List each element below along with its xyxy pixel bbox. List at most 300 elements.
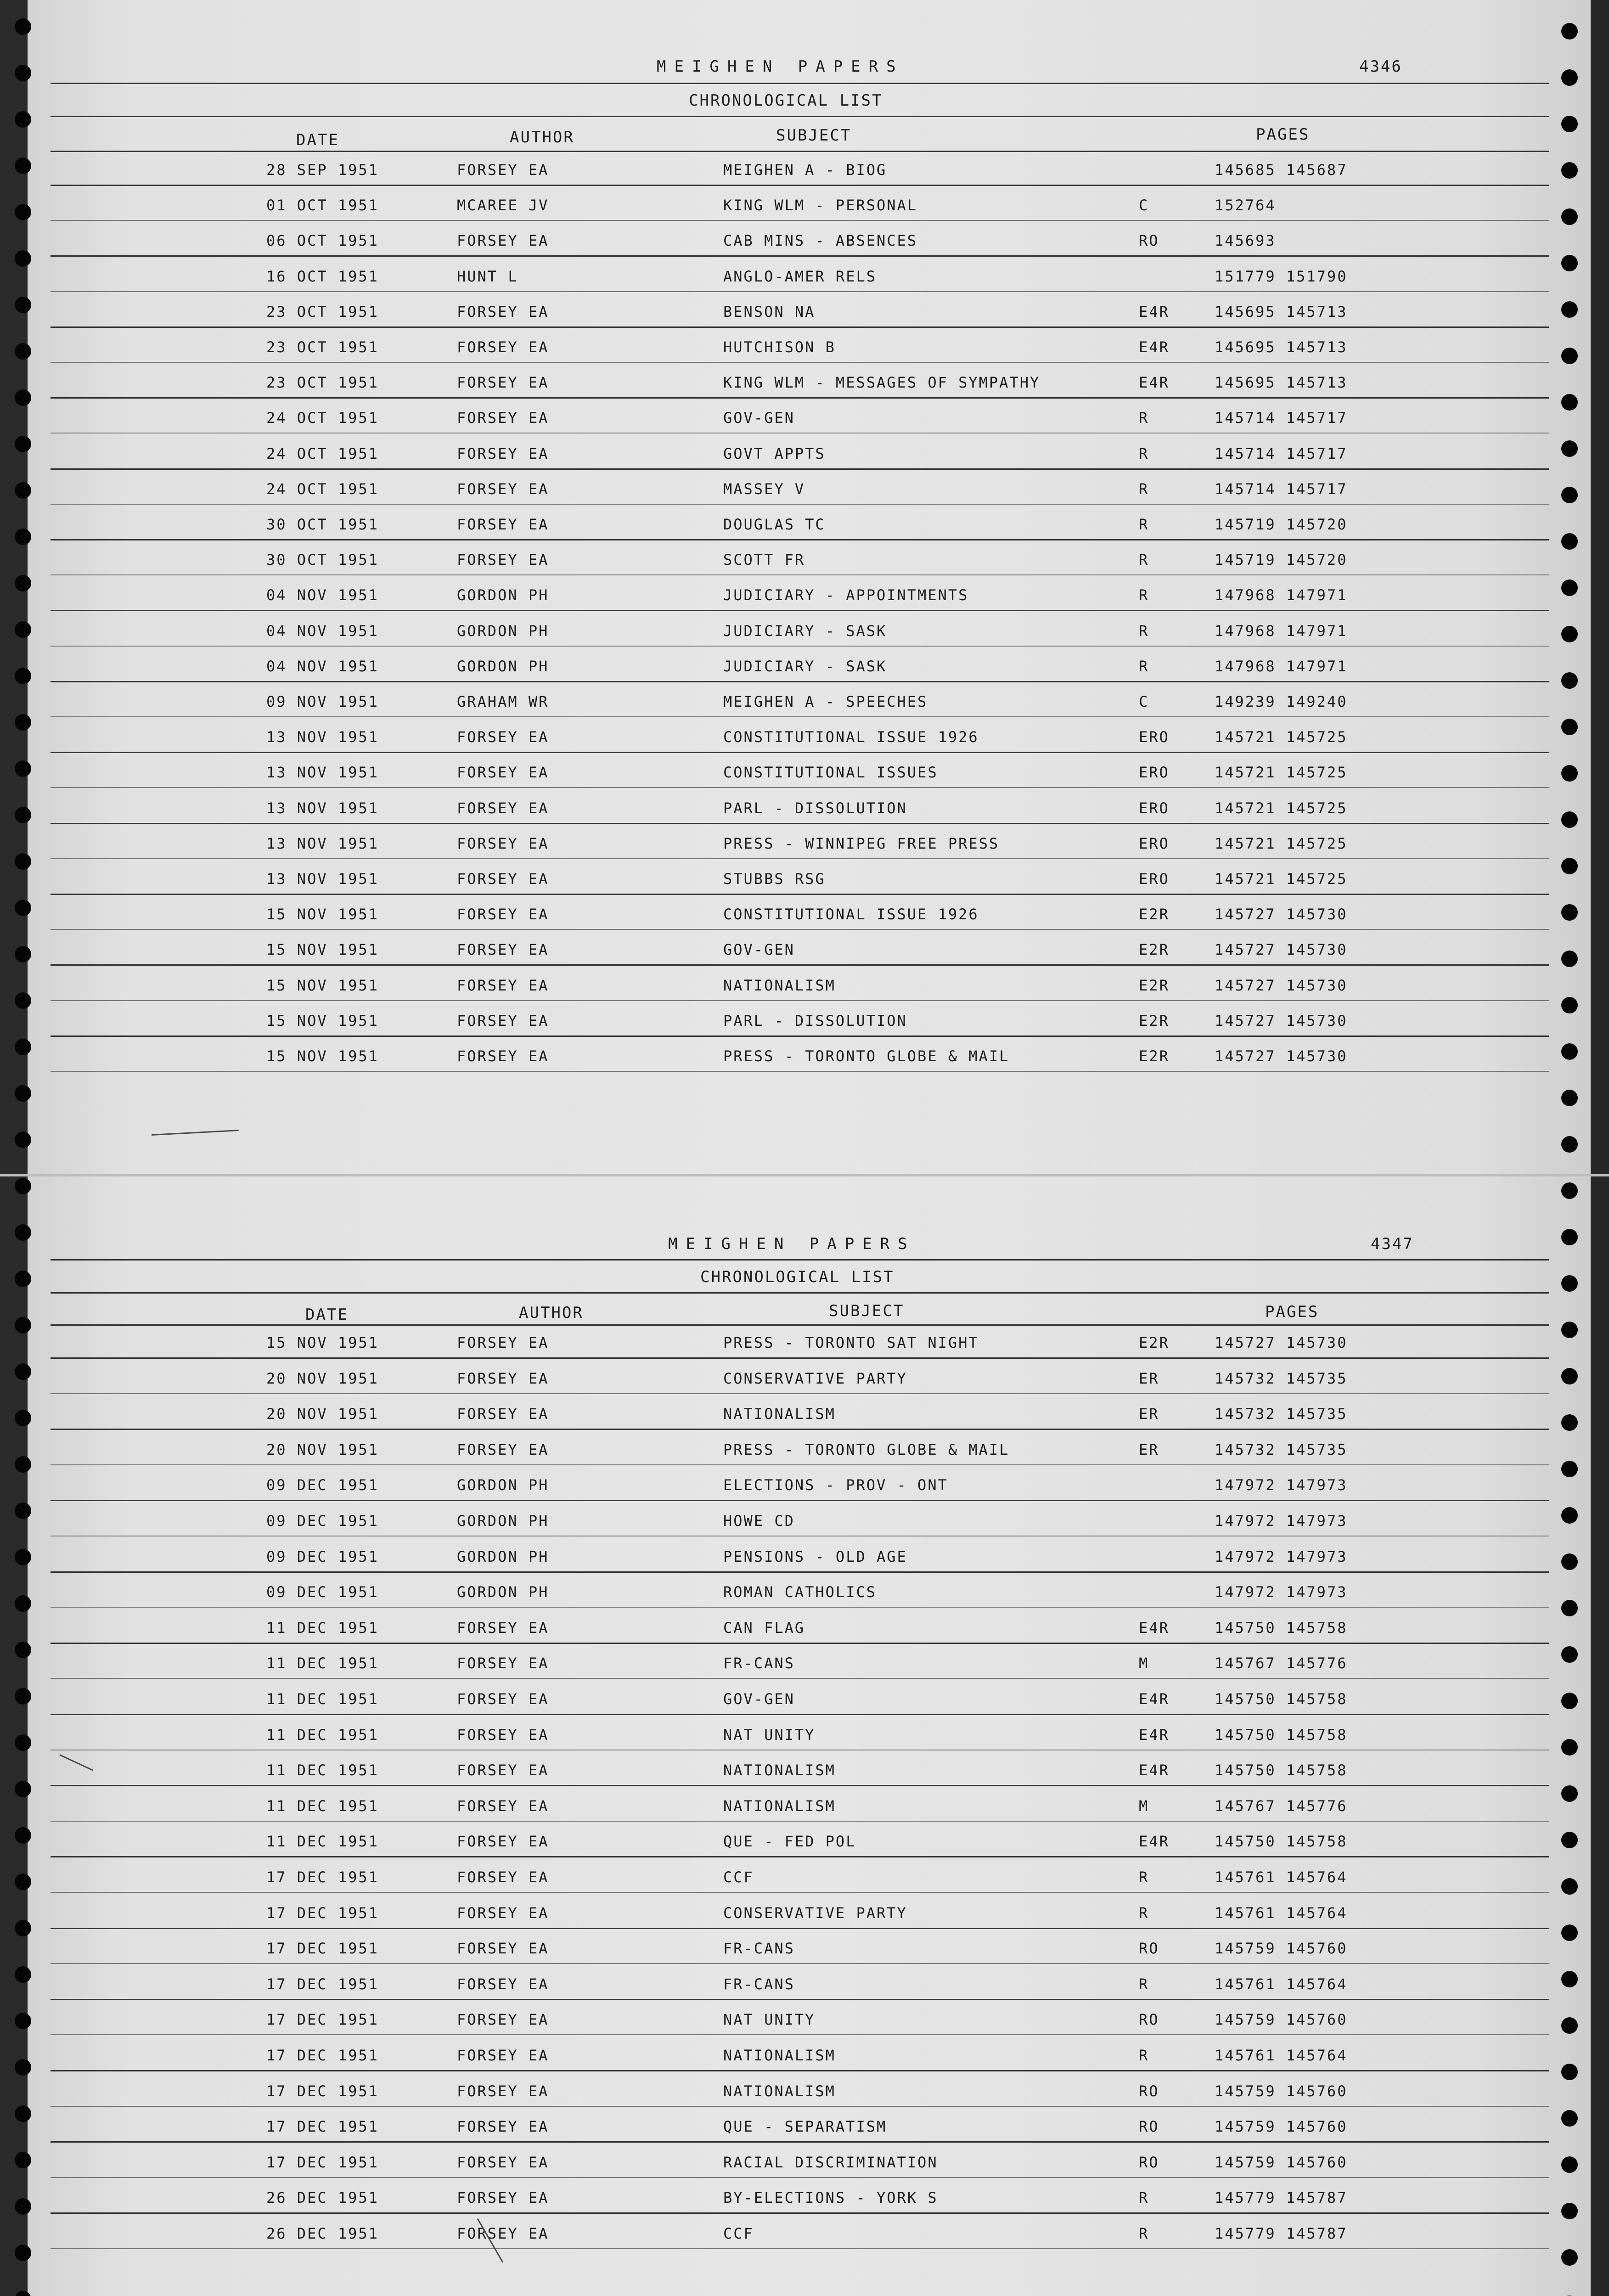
entry-author: FORSEY EA bbox=[457, 1975, 549, 1993]
entry-pages: 145727 145730 bbox=[1215, 941, 1348, 959]
row-rule bbox=[51, 964, 1549, 966]
entry-code: E4R bbox=[1139, 1690, 1170, 1708]
entry-date: 13 NOV 1951 bbox=[266, 834, 379, 852]
entry-author: FORSEY EA bbox=[457, 303, 549, 321]
entry-code: M bbox=[1139, 1654, 1149, 1672]
entry-date: 26 DEC 1951 bbox=[266, 2225, 379, 2242]
column-header-date: DATE bbox=[305, 1306, 349, 1324]
header-rule bbox=[51, 151, 1549, 152]
entry-date: 11 DEC 1951 bbox=[266, 1833, 379, 1851]
row-rule bbox=[51, 894, 1549, 895]
entry-pages: 145727 145730 bbox=[1215, 906, 1348, 923]
entry-subject: ELECTIONS - PROV - ONT bbox=[723, 1476, 948, 1494]
entry-subject: JUDICIARY - SASK bbox=[723, 657, 887, 675]
entry-pages: 147968 147971 bbox=[1215, 657, 1348, 675]
column-header-date: DATE bbox=[296, 131, 339, 149]
entry-pages: 147972 147973 bbox=[1215, 1476, 1348, 1494]
entry-date: 04 NOV 1951 bbox=[266, 657, 379, 675]
entry-date: 17 DEC 1951 bbox=[266, 1975, 379, 1993]
row-rule bbox=[51, 1892, 1549, 1893]
entry-subject: DOUGLAS TC bbox=[723, 516, 826, 533]
entry-pages: 145750 145758 bbox=[1215, 1833, 1348, 1851]
row-rule bbox=[51, 2248, 1549, 2249]
column-header-pages: PAGES bbox=[1256, 125, 1310, 144]
entry-author: FORSEY EA bbox=[457, 764, 549, 782]
list-item bbox=[0, 689, 1609, 724]
entry-pages: 145732 145735 bbox=[1215, 1441, 1348, 1458]
entry-author: GORDON PH bbox=[457, 1583, 549, 1601]
entry-code: RO bbox=[1139, 2153, 1159, 2171]
entry-code: E4R bbox=[1139, 374, 1170, 392]
entry-subject: GOV-GEN bbox=[723, 409, 795, 427]
entry-pages: 145727 145730 bbox=[1215, 1334, 1348, 1351]
entry-date: 15 NOV 1951 bbox=[266, 941, 379, 959]
entry-date: 24 OCT 1951 bbox=[266, 409, 379, 427]
entry-date: 11 DEC 1951 bbox=[266, 1619, 379, 1637]
entry-subject: KING WLM - PERSONAL bbox=[723, 197, 918, 214]
row-rule bbox=[51, 1464, 1549, 1465]
page-title: MEIGHEN PAPERS bbox=[668, 1235, 916, 1253]
entry-code: R bbox=[1139, 657, 1149, 675]
entry-author: FORSEY EA bbox=[457, 1405, 549, 1423]
entry-code: ERO bbox=[1139, 870, 1170, 888]
row-rule bbox=[51, 1928, 1549, 1929]
row-rule bbox=[51, 752, 1549, 753]
entry-author: FORSEY EA bbox=[457, 834, 549, 852]
entry-author: MCAREE JV bbox=[457, 197, 549, 214]
entry-subject: FR-CANS bbox=[723, 1654, 795, 1672]
entry-code: RO bbox=[1139, 1940, 1159, 1958]
row-rule bbox=[51, 2141, 1549, 2143]
entry-date: 17 DEC 1951 bbox=[266, 2118, 379, 2136]
entry-pages: 152764 bbox=[1215, 197, 1276, 214]
entry-pages: 145759 145760 bbox=[1215, 2082, 1348, 2100]
entry-pages: 145721 145725 bbox=[1215, 764, 1348, 782]
entry-pages: 145761 145764 bbox=[1215, 1975, 1348, 1993]
row-rule bbox=[51, 185, 1549, 186]
entry-pages: 145714 145717 bbox=[1215, 480, 1348, 498]
list-subtitle: CHRONOLOGICAL LIST bbox=[700, 1268, 895, 1286]
entry-date: 24 OCT 1951 bbox=[266, 445, 379, 462]
entry-author: FORSEY EA bbox=[457, 338, 549, 356]
row-rule bbox=[51, 1856, 1549, 1857]
entry-date: 15 NOV 1951 bbox=[266, 906, 379, 923]
entry-pages: 145750 145758 bbox=[1215, 1619, 1348, 1637]
entry-subject: MEIGHEN A - SPEECHES bbox=[723, 693, 928, 710]
entry-pages: 145685 145687 bbox=[1215, 161, 1348, 179]
entry-subject: RACIAL DISCRIMINATION bbox=[723, 2153, 938, 2171]
entry-author: FORSEY EA bbox=[457, 161, 549, 179]
entry-date: 13 NOV 1951 bbox=[266, 799, 379, 817]
entry-pages: 147972 147973 bbox=[1215, 1512, 1348, 1530]
entry-author: GORDON PH bbox=[457, 622, 549, 640]
entry-author: FORSEY EA bbox=[457, 1369, 549, 1387]
entry-date: 16 OCT 1951 bbox=[266, 267, 379, 285]
entry-code: R bbox=[1139, 1975, 1149, 1993]
entry-pages: 145761 145764 bbox=[1215, 2047, 1348, 2064]
entry-subject: FR-CANS bbox=[723, 1975, 795, 1993]
entry-code: ERO bbox=[1139, 764, 1170, 782]
entry-code: E4R bbox=[1139, 303, 1170, 321]
row-rule bbox=[51, 929, 1549, 930]
entry-pages: 145727 145730 bbox=[1215, 1047, 1348, 1065]
entry-author: FORSEY EA bbox=[457, 1334, 549, 1351]
list-item bbox=[0, 512, 1609, 547]
column-header-author: AUTHOR bbox=[510, 128, 574, 146]
entry-author: FORSEY EA bbox=[457, 906, 549, 923]
entry-date: 17 DEC 1951 bbox=[266, 1940, 379, 1958]
list-item bbox=[0, 1401, 1609, 1436]
row-rule bbox=[51, 1357, 1549, 1359]
entry-subject: CONSTITUTIONAL ISSUES bbox=[723, 764, 938, 782]
entry-pages: 145759 145760 bbox=[1215, 2118, 1348, 2136]
row-rule bbox=[51, 823, 1549, 824]
entry-pages: 147968 147971 bbox=[1215, 622, 1348, 640]
list-item bbox=[0, 618, 1609, 653]
entry-subject: PRESS - WINNIPEG FREE PRESS bbox=[723, 834, 1000, 852]
entry-code: E2R bbox=[1139, 1334, 1170, 1351]
entry-subject: PRESS - TORONTO SAT NIGHT bbox=[723, 1334, 979, 1351]
entry-author: FORSEY EA bbox=[457, 2225, 549, 2242]
entry-pages: 145695 145713 bbox=[1215, 338, 1348, 356]
entry-subject: CAB MINS - ABSENCES bbox=[723, 232, 918, 250]
entry-pages: 147972 147973 bbox=[1215, 1583, 1348, 1601]
row-rule bbox=[51, 2177, 1549, 2178]
list-item bbox=[0, 441, 1609, 476]
list-item bbox=[0, 157, 1609, 192]
entry-subject: QUE - SEPARATISM bbox=[723, 2118, 887, 2136]
entry-author: FORSEY EA bbox=[457, 1690, 549, 1708]
row-rule bbox=[51, 1643, 1549, 1644]
entry-date: 30 OCT 1951 bbox=[266, 516, 379, 533]
list-item bbox=[0, 2150, 1609, 2185]
entry-subject: NATIONALISM bbox=[723, 2047, 836, 2064]
row-rule bbox=[51, 1500, 1549, 1501]
page-number: 4346 bbox=[1359, 57, 1402, 76]
row-rule bbox=[51, 1821, 1549, 1822]
entry-author: FORSEY EA bbox=[457, 799, 549, 817]
entry-subject: BY-ELECTIONS - YORK S bbox=[723, 2189, 938, 2207]
entry-code: R bbox=[1139, 2047, 1149, 2064]
entry-date: 20 NOV 1951 bbox=[266, 1369, 379, 1387]
entry-subject: CCF bbox=[723, 2225, 754, 2242]
entry-subject: QUE - FED POL bbox=[723, 1833, 856, 1851]
list-item bbox=[0, 2078, 1609, 2114]
entry-pages: 145714 145717 bbox=[1215, 409, 1348, 427]
list-item bbox=[0, 653, 1609, 689]
entry-code: R bbox=[1139, 445, 1149, 462]
entry-author: FORSEY EA bbox=[457, 1726, 549, 1744]
list-item bbox=[0, 1900, 1609, 1936]
entry-pages: 145761 145764 bbox=[1215, 1868, 1348, 1886]
entry-pages: 145721 145725 bbox=[1215, 728, 1348, 746]
entry-author: FORSEY EA bbox=[457, 1047, 549, 1065]
entry-pages: 145759 145760 bbox=[1215, 1940, 1348, 1958]
list-item bbox=[0, 2114, 1609, 2149]
header-rule bbox=[51, 1259, 1549, 1261]
entry-pages: 149239 149240 bbox=[1215, 693, 1348, 710]
entry-subject: NATIONALISM bbox=[723, 1405, 836, 1423]
entry-code: R bbox=[1139, 1904, 1149, 1922]
entry-pages: 145750 145758 bbox=[1215, 1761, 1348, 1779]
entry-subject: NAT UNITY bbox=[723, 2011, 816, 2029]
column-header-subject: SUBJECT bbox=[829, 1302, 905, 1320]
entry-code: RO bbox=[1139, 232, 1159, 250]
row-rule bbox=[51, 2106, 1549, 2107]
entry-code: R bbox=[1139, 586, 1149, 604]
entry-author: FORSEY EA bbox=[457, 1868, 549, 1886]
entry-code: E2R bbox=[1139, 906, 1170, 923]
entry-code: R bbox=[1139, 409, 1149, 427]
entry-pages: 145779 145787 bbox=[1215, 2225, 1348, 2242]
header-rule bbox=[51, 116, 1549, 117]
header-rule bbox=[51, 1292, 1549, 1294]
entry-code: E4R bbox=[1139, 1761, 1170, 1779]
entry-date: 11 DEC 1951 bbox=[266, 1690, 379, 1708]
list-item bbox=[0, 1472, 1609, 1508]
entry-author: FORSEY EA bbox=[457, 1797, 549, 1815]
entry-pages: 145695 145713 bbox=[1215, 303, 1348, 321]
list-item bbox=[0, 1579, 1609, 1615]
list-item bbox=[0, 547, 1609, 582]
entry-subject: NATIONALISM bbox=[723, 1797, 836, 1815]
entry-code: R bbox=[1139, 2225, 1149, 2242]
entry-subject: PARL - DISSOLUTION bbox=[723, 799, 907, 817]
row-rule bbox=[51, 468, 1549, 470]
entry-date: 17 DEC 1951 bbox=[266, 2082, 379, 2100]
entry-author: GORDON PH bbox=[457, 1548, 549, 1565]
entry-subject: STUBBS RSG bbox=[723, 870, 826, 888]
entry-date: 04 NOV 1951 bbox=[266, 622, 379, 640]
row-rule bbox=[51, 1429, 1549, 1430]
entry-code: R bbox=[1139, 551, 1149, 569]
entry-author: FORSEY EA bbox=[457, 1012, 549, 1030]
page-title: MEIGHEN PAPERS bbox=[657, 57, 904, 76]
entry-date: 15 NOV 1951 bbox=[266, 1047, 379, 1065]
entry-code: E2R bbox=[1139, 1012, 1170, 1030]
row-rule bbox=[51, 1999, 1549, 2000]
entry-date: 17 DEC 1951 bbox=[266, 2047, 379, 2064]
header-rule bbox=[51, 83, 1549, 84]
list-item bbox=[0, 405, 1609, 440]
entry-code: R bbox=[1139, 516, 1149, 533]
list-item bbox=[0, 901, 1609, 937]
entry-date: 17 DEC 1951 bbox=[266, 2011, 379, 2029]
list-item bbox=[0, 1615, 1609, 1650]
entry-author: FORSEY EA bbox=[457, 1654, 549, 1672]
entry-author: FORSEY EA bbox=[457, 2082, 549, 2100]
list-item bbox=[0, 1437, 1609, 1472]
entry-subject: PENSIONS - OLD AGE bbox=[723, 1548, 907, 1565]
entry-date: 13 NOV 1951 bbox=[266, 764, 379, 782]
entry-code: C bbox=[1139, 197, 1149, 214]
entry-pages: 145727 145730 bbox=[1215, 976, 1348, 994]
row-rule bbox=[51, 574, 1549, 575]
entry-date: 11 DEC 1951 bbox=[266, 1726, 379, 1744]
entry-subject: CONSTITUTIONAL ISSUE 1926 bbox=[723, 728, 979, 746]
list-item bbox=[0, 1864, 1609, 1900]
entry-date: 01 OCT 1951 bbox=[266, 197, 379, 214]
entry-code: R bbox=[1139, 480, 1149, 498]
entry-author: FORSEY EA bbox=[457, 374, 549, 392]
list-item bbox=[0, 866, 1609, 901]
entry-date: 17 DEC 1951 bbox=[266, 1868, 379, 1886]
entry-author: GORDON PH bbox=[457, 1512, 549, 1530]
column-header-pages: PAGES bbox=[1265, 1303, 1319, 1321]
row-rule bbox=[51, 1963, 1549, 1964]
entry-author: FORSEY EA bbox=[457, 1441, 549, 1458]
row-rule bbox=[51, 610, 1549, 611]
list-item bbox=[0, 1650, 1609, 1686]
entry-code: RO bbox=[1139, 2118, 1159, 2136]
entry-pages: 145767 145776 bbox=[1215, 1797, 1348, 1815]
list-item bbox=[0, 1757, 1609, 1793]
entry-subject: NATIONALISM bbox=[723, 976, 836, 994]
entry-author: GORDON PH bbox=[457, 586, 549, 604]
entry-author: FORSEY EA bbox=[457, 480, 549, 498]
entry-pages: 145732 145735 bbox=[1215, 1369, 1348, 1387]
header-rule bbox=[51, 1324, 1549, 1326]
entry-date: 15 NOV 1951 bbox=[266, 976, 379, 994]
entry-subject: JUDICIARY - APPOINTMENTS bbox=[723, 586, 969, 604]
entry-pages: 151779 151790 bbox=[1215, 267, 1348, 285]
entry-date: 09 DEC 1951 bbox=[266, 1583, 379, 1601]
entry-author: GORDON PH bbox=[457, 1476, 549, 1494]
list-item bbox=[0, 299, 1609, 334]
entry-pages: 145721 145725 bbox=[1215, 799, 1348, 817]
entry-date: 15 NOV 1951 bbox=[266, 1334, 379, 1351]
row-rule bbox=[51, 716, 1549, 717]
row-rule bbox=[51, 646, 1549, 647]
entry-date: 17 DEC 1951 bbox=[266, 2153, 379, 2171]
row-rule bbox=[51, 2034, 1549, 2035]
entry-subject: KING WLM - MESSAGES OF SYMPATHY bbox=[723, 374, 1041, 392]
row-rule bbox=[51, 255, 1549, 257]
entry-date: 11 DEC 1951 bbox=[266, 1654, 379, 1672]
list-item bbox=[0, 973, 1609, 1008]
entry-subject: SCOTT FR bbox=[723, 551, 805, 569]
entry-pages: 145732 145735 bbox=[1215, 1405, 1348, 1423]
entry-author: FORSEY EA bbox=[457, 870, 549, 888]
entry-code: ERO bbox=[1139, 834, 1170, 852]
entry-author: FORSEY EA bbox=[457, 1904, 549, 1922]
entry-date: 17 DEC 1951 bbox=[266, 1904, 379, 1922]
entry-code: M bbox=[1139, 1797, 1149, 1815]
entry-pages: 147972 147973 bbox=[1215, 1548, 1348, 1565]
entry-subject: NATIONALISM bbox=[723, 1761, 836, 1779]
row-rule bbox=[51, 681, 1549, 682]
list-item bbox=[0, 1544, 1609, 1579]
entry-subject: PARL - DISSOLUTION bbox=[723, 1012, 907, 1030]
entry-author: FORSEY EA bbox=[457, 232, 549, 250]
entry-code: ER bbox=[1139, 1369, 1159, 1387]
entry-date: 09 DEC 1951 bbox=[266, 1476, 379, 1494]
entry-subject: FR-CANS bbox=[723, 1940, 795, 1958]
entry-subject: HUTCHISON B bbox=[723, 338, 836, 356]
entry-code: E2R bbox=[1139, 976, 1170, 994]
entry-author: FORSEY EA bbox=[457, 516, 549, 533]
entry-author: FORSEY EA bbox=[457, 728, 549, 746]
row-rule bbox=[51, 1571, 1549, 1573]
column-header-subject: SUBJECT bbox=[776, 126, 852, 145]
list-item bbox=[0, 192, 1609, 228]
entry-pages: 145727 145730 bbox=[1215, 1012, 1348, 1030]
entry-pages: 145750 145758 bbox=[1215, 1726, 1348, 1744]
row-rule bbox=[51, 1000, 1549, 1001]
entry-code: E4R bbox=[1139, 338, 1170, 356]
row-rule bbox=[51, 2212, 1549, 2214]
entry-author: FORSEY EA bbox=[457, 1940, 549, 1958]
entry-date: 30 OCT 1951 bbox=[266, 551, 379, 569]
row-rule bbox=[51, 1607, 1549, 1608]
list-item bbox=[0, 724, 1609, 760]
entry-code: ERO bbox=[1139, 728, 1170, 746]
list-item bbox=[0, 2221, 1609, 2256]
entry-subject: ANGLO-AMER RELS bbox=[723, 267, 877, 285]
entry-date: 26 DEC 1951 bbox=[266, 2189, 379, 2207]
row-rule bbox=[51, 858, 1549, 859]
list-item bbox=[0, 334, 1609, 370]
entry-subject: CONSTITUTIONAL ISSUE 1926 bbox=[723, 906, 979, 923]
entry-code: ER bbox=[1139, 1441, 1159, 1458]
entry-date: 04 NOV 1951 bbox=[266, 586, 379, 604]
entry-pages: 145779 145787 bbox=[1215, 2189, 1348, 2207]
list-item bbox=[0, 2185, 1609, 2220]
list-item bbox=[0, 1043, 1609, 1079]
entry-subject: GOV-GEN bbox=[723, 1690, 795, 1708]
entry-pages: 145695 145713 bbox=[1215, 374, 1348, 392]
entry-author: FORSEY EA bbox=[457, 2153, 549, 2171]
page-number: 4347 bbox=[1371, 1235, 1414, 1253]
entry-date: 20 NOV 1951 bbox=[266, 1441, 379, 1458]
list-item bbox=[0, 370, 1609, 405]
row-rule bbox=[51, 362, 1549, 363]
row-rule bbox=[51, 2070, 1549, 2071]
entry-date: 11 DEC 1951 bbox=[266, 1761, 379, 1779]
entry-subject: CONSERVATIVE PARTY bbox=[723, 1369, 907, 1387]
row-rule bbox=[51, 504, 1549, 505]
row-rule bbox=[51, 1071, 1549, 1072]
list-item bbox=[0, 1686, 1609, 1722]
entry-pages: 145767 145776 bbox=[1215, 1654, 1348, 1672]
list-item bbox=[0, 831, 1609, 866]
entry-author: GORDON PH bbox=[457, 657, 549, 675]
list-item bbox=[0, 1936, 1609, 1971]
entry-subject: NATIONALISM bbox=[723, 2082, 836, 2100]
entry-pages: 147968 147971 bbox=[1215, 586, 1348, 604]
entry-code: RO bbox=[1139, 2011, 1159, 2029]
entry-author: FORSEY EA bbox=[457, 2047, 549, 2064]
entry-date: 23 OCT 1951 bbox=[266, 374, 379, 392]
entry-subject: CAN FLAG bbox=[723, 1619, 805, 1637]
entry-code: E2R bbox=[1139, 941, 1170, 959]
list-item bbox=[0, 1829, 1609, 1864]
entry-code: ERO bbox=[1139, 799, 1170, 817]
entry-subject: CCF bbox=[723, 1868, 754, 1886]
entry-date: 09 NOV 1951 bbox=[266, 693, 379, 710]
entry-code: RO bbox=[1139, 2082, 1159, 2100]
entry-subject: HOWE CD bbox=[723, 1512, 795, 1530]
list-item bbox=[0, 937, 1609, 972]
row-rule bbox=[51, 220, 1549, 221]
list-item bbox=[0, 2043, 1609, 2078]
entry-author: FORSEY EA bbox=[457, 976, 549, 994]
entry-author: FORSEY EA bbox=[457, 941, 549, 959]
entry-code: E2R bbox=[1139, 1047, 1170, 1065]
entry-date: 24 OCT 1951 bbox=[266, 480, 379, 498]
entry-date: 06 OCT 1951 bbox=[266, 232, 379, 250]
entry-date: 23 OCT 1951 bbox=[266, 338, 379, 356]
